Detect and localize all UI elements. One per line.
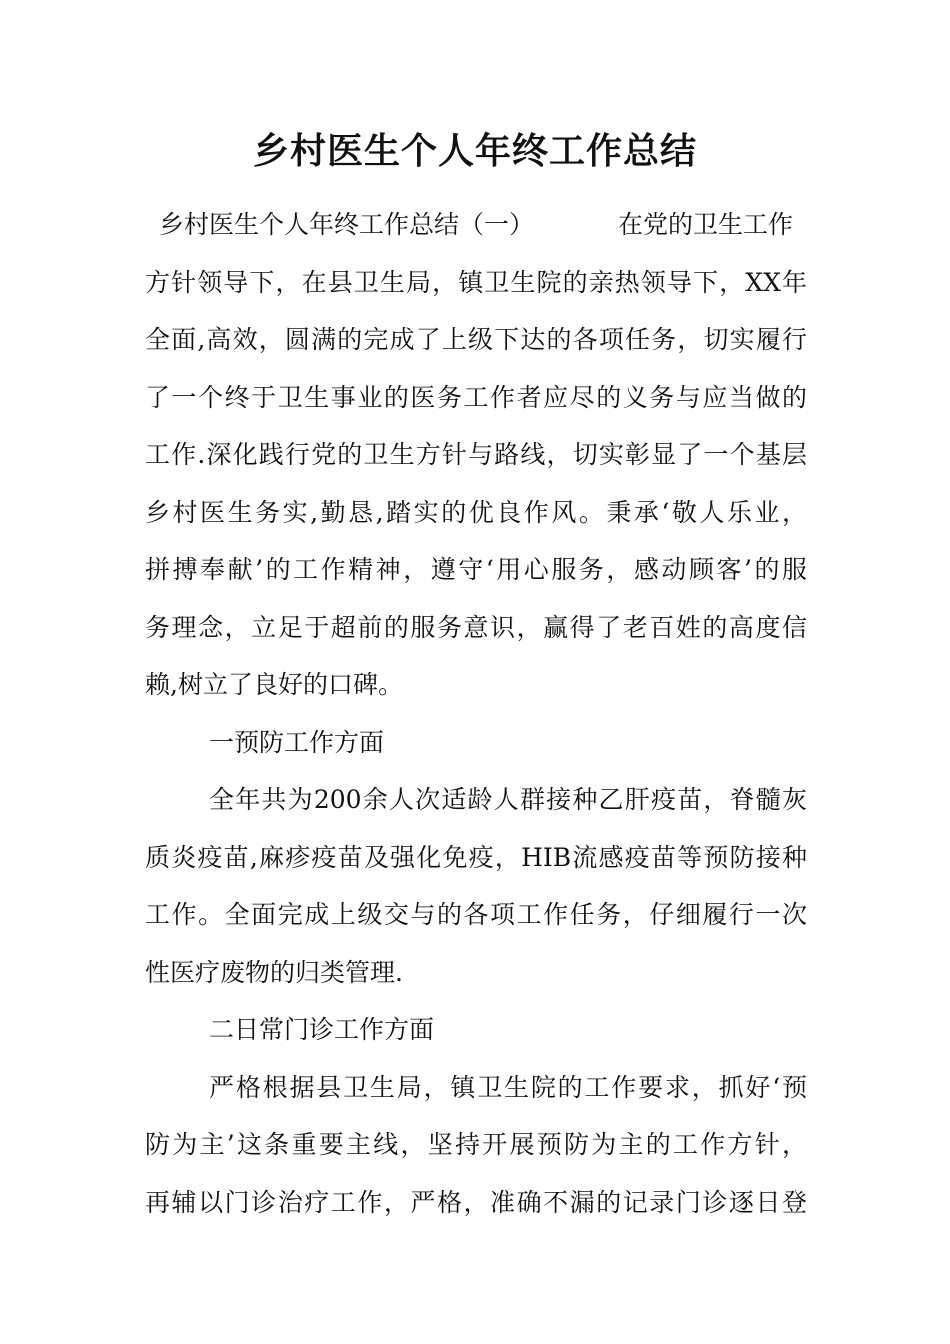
paragraph-text: 在党的卫生工作 bbox=[618, 210, 794, 239]
section-subtitle: 乡村医生个人年终工作总结（一） bbox=[159, 210, 535, 239]
paragraph-line: 再辅以门诊治疗工作，严格，准确不漏的记录门诊逐日登 bbox=[145, 1187, 807, 1217]
paragraph-line: 拼搏奉献’的工作精神，遵守‘用心服务，感动顾客’的服 bbox=[145, 555, 807, 584]
paragraph-line: 全年共为200余人次适龄人群接种乙肝疫苗，脊髓灰 bbox=[209, 785, 807, 814]
paragraph-line: 质炎疫苗,麻疹疫苗及强化免疫，HIB流感疫苗等预防接种 bbox=[145, 842, 807, 872]
paragraph-line: 乡村医生务实,勤恳,踏实的优良作风。秉承‘敬人乐业， bbox=[145, 497, 807, 527]
paragraph-line: 工作.深化践行党的卫生方针与路线，切实彰显了一个基层 bbox=[145, 440, 807, 469]
paragraph-line: 赖,树立了良好的口碑。 bbox=[145, 670, 403, 699]
paragraph-line: 严格根据县卫生局，镇卫生院的工作要求，抓好‘预 bbox=[209, 1072, 807, 1102]
document-title: 乡村医生个人年终工作总结 bbox=[252, 131, 697, 172]
paragraph-line: 务理念，立足于超前的服务意识，赢得了老百姓的高度信 bbox=[145, 612, 807, 642]
paragraph-line: 了一个终于卫生事业的医务工作者应尽的义务与应当做的 bbox=[145, 382, 807, 412]
paragraph-line: 方针领导下，在县卫生局，镇卫生院的亲热领导下，XX年 bbox=[145, 267, 807, 297]
paragraph-line bbox=[145, 196, 807, 254]
paragraph-line: 性医疗废物的归类管理. bbox=[145, 957, 403, 987]
document-body bbox=[145, 196, 807, 1231]
paragraph-line: 防为主’这条重要主线，坚持开展预防为主的工作方针， bbox=[145, 1130, 807, 1159]
section-heading: 一预防工作方面 bbox=[209, 727, 385, 757]
paragraph-line: 全面,高效，圆满的完成了上级下达的各项任务，切实履行 bbox=[145, 325, 807, 354]
paragraph-line: 工作。全面完成上级交与的各项工作任务，仔细履行一次 bbox=[145, 900, 807, 929]
section-heading: 二日常门诊工作方面 bbox=[209, 1015, 435, 1044]
